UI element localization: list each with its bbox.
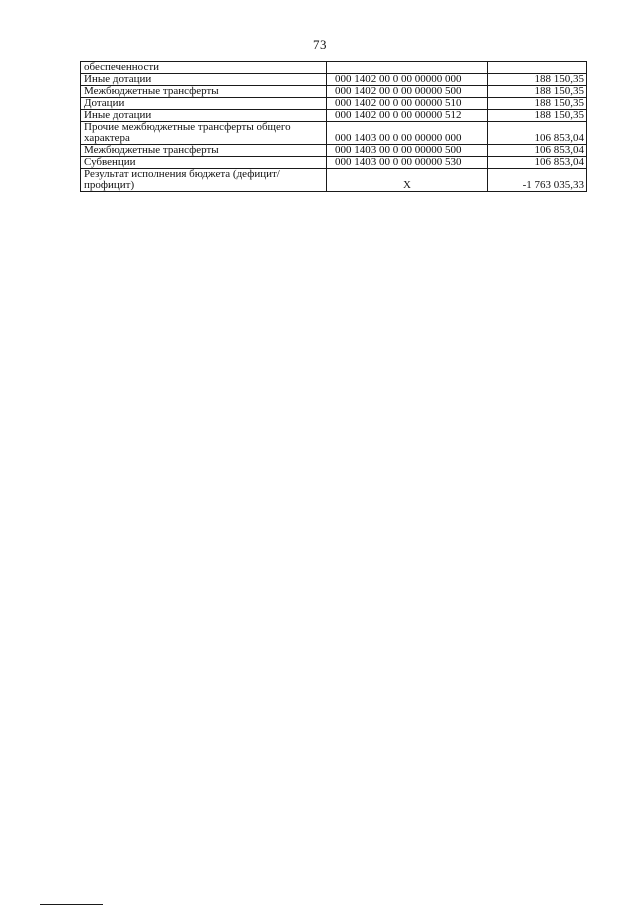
row-name: Дотации	[81, 98, 327, 110]
row-code: 000 1402 00 0 00 00000 512	[327, 110, 488, 122]
row-amount: 106 853,04	[488, 145, 587, 157]
row-name: Прочие межбюджетные трансферты общего характера	[81, 122, 327, 145]
row-amount: 106 853,04	[488, 122, 587, 145]
row-name: обеспеченности	[81, 62, 327, 74]
table-row	[81, 62, 587, 74]
row-amount: -1 763 035,33	[488, 169, 587, 192]
row-name: Межбюджетные трансферты	[81, 86, 327, 98]
row-name: Иные дотации	[81, 74, 327, 86]
row-amount	[488, 62, 587, 74]
row-code: 000 1402 00 0 00 00000 510	[327, 98, 488, 110]
row-name: Межбюджетные трансферты	[81, 145, 327, 157]
row-code: X	[327, 169, 488, 192]
row-code: 000 1403 00 0 00 00000 530	[327, 157, 488, 169]
row-name: Иные дотации	[81, 110, 327, 122]
row-code: 000 1402 00 0 00 00000 500	[327, 86, 488, 98]
row-code: 000 1403 00 0 00 00000 500	[327, 145, 488, 157]
table-row	[81, 98, 587, 110]
row-amount: 188 150,35	[488, 86, 587, 98]
table-row	[81, 122, 587, 145]
page-number: 73	[313, 37, 327, 52]
row-code: 000 1403 00 0 00 00000 000	[327, 122, 488, 145]
table-row	[81, 110, 587, 122]
row-amount: 188 150,35	[488, 110, 587, 122]
row-name: Результат исполнения бюджета (дефицит/ профицит)	[81, 169, 327, 192]
row-amount: 188 150,35	[488, 74, 587, 86]
row-name: Субвенции	[81, 157, 327, 169]
table-row	[81, 157, 587, 169]
row-amount: 188 150,35	[488, 98, 587, 110]
row-amount: 106 853,04	[488, 157, 587, 169]
table-row	[81, 145, 587, 157]
budget-execution-table	[80, 61, 587, 192]
row-code: 000 1402 00 0 00 00000 000	[327, 74, 488, 86]
table-row	[81, 74, 587, 86]
table-row	[81, 86, 587, 98]
row-code	[327, 62, 488, 74]
table-row	[81, 169, 587, 192]
